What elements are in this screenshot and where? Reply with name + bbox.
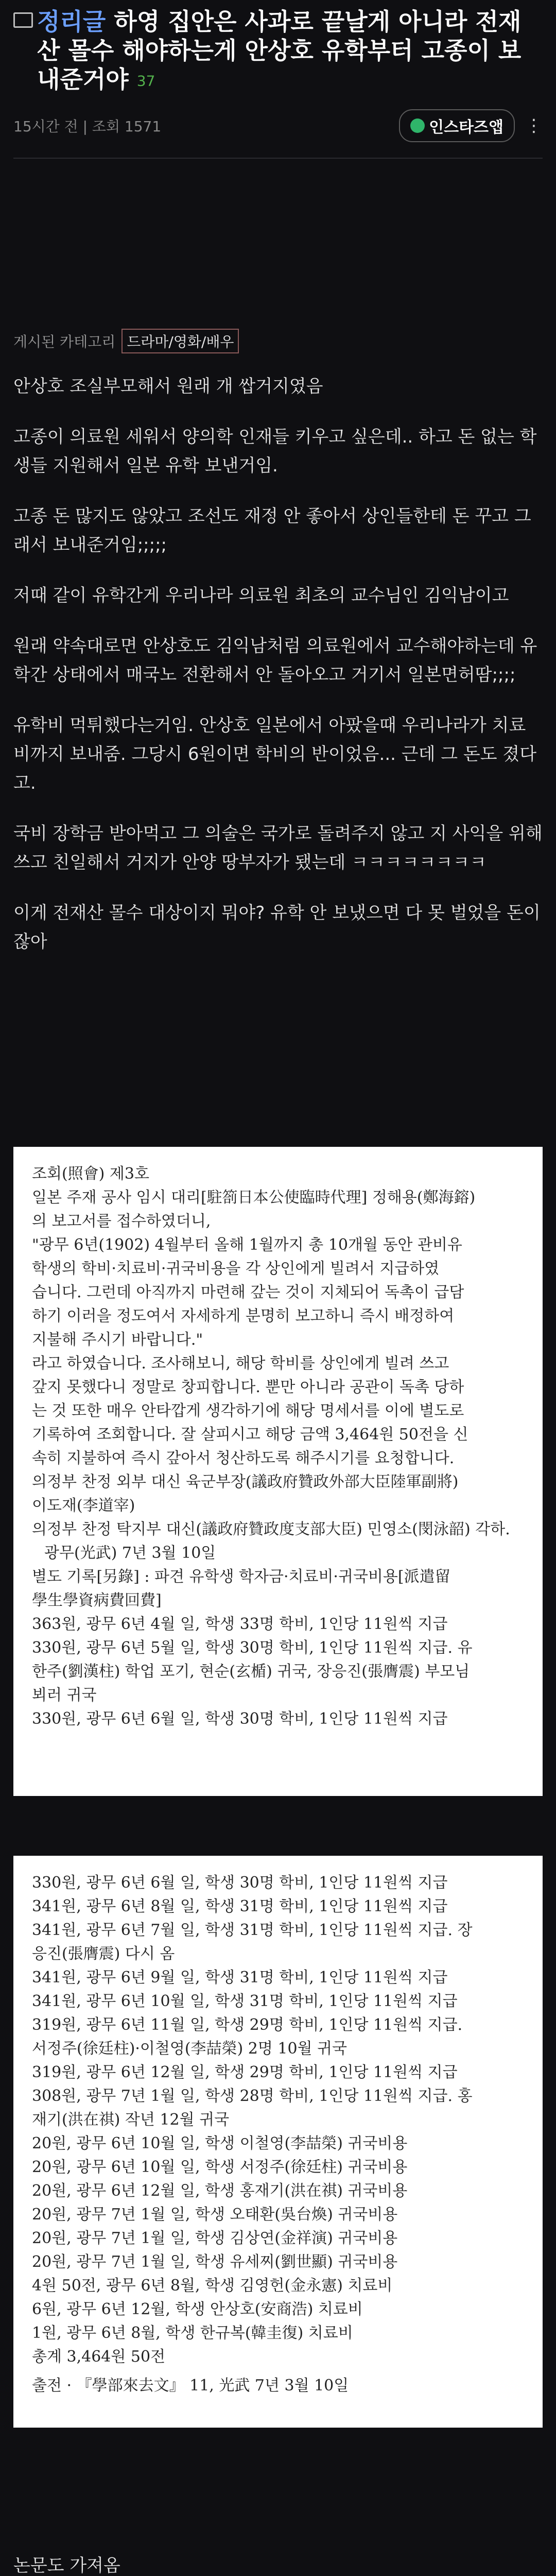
footer-text: 논문도 가져옴: [13, 2555, 120, 2576]
document-image-2: [13, 1856, 543, 2428]
doc-line: 별도 기록[另錄] : 파견 유학생 학자금·치료비·귀국비용[派遣留: [32, 1567, 450, 1586]
header-divider: [13, 158, 543, 159]
doc-line: 는 것 또한 매우 안타깝게 생각하기에 해당 명세서를 이에 별도로: [32, 1401, 464, 1420]
doc-line: 20원, 광무 7년 1월 일, 학생 김상연(金祥演) 귀국비용: [32, 2229, 398, 2247]
instagram-app-button[interactable]: [399, 109, 515, 142]
doc-line: 지불해 주시기 바랍니다.": [32, 1330, 203, 1349]
doc-line: 308원, 광무 7년 1월 일, 학생 28명 학비, 1인당 11원씩 지급. 홍: [32, 2087, 473, 2105]
doc-line: 이도재(李道宰): [32, 1496, 135, 1515]
doc-line: 341원, 광무 6년 9월 일, 학생 31명 학비, 1인당 11원씩 지급: [32, 1968, 448, 1987]
doc-line: 330원, 광무 6년 6월 일, 학생 30명 학비, 1인당 11원씩 지급: [32, 1873, 448, 1892]
paragraph: 이게 전재산 몰수 대상이지 뭐야? 유학 안 보냈으면 다 못 벌었을 돈이잖아: [13, 902, 541, 952]
doc-line: 일본 주재 공사 임시 대리[駐箚日本公使臨時代理] 정해용(鄭海鎔): [32, 1188, 476, 1207]
doc-line: 330원, 광무 6년 5월 일, 학생 30명 학비, 1인당 11원씩 지급. 유: [32, 1638, 473, 1657]
doc-line: 20원, 광무 7년 1월 일, 학생 유세찌(劉世顯) 귀국비용: [32, 2252, 398, 2271]
doc-line: 341원, 광무 6년 7월 일, 학생 31명 학비, 1인당 11원씩 지급. 장: [32, 1921, 473, 1939]
post-title-text: 하영 집안은 사과로 끝날게 아니라 전재산 몰수 해야하는게 안상호 유학부터 고종이 보내준거야: [37, 8, 522, 93]
doc-line: 습니다. 그런데 아직까지 마련해 갚는 것이 지체되어 독촉이 급담: [32, 1283, 464, 1301]
document-image-1: [13, 1147, 543, 1796]
paragraph: 고종 돈 많지도 않았고 조선도 재정 안 좋아서 상인들한테 돈 꾸고 그래서 보내준거임;;;;;: [13, 505, 531, 555]
post-body: [0, 372, 556, 956]
doc-line: 20원, 광무 6년 10월 일, 학생 서정주(徐廷柱) 귀국비용: [32, 2158, 408, 2176]
post-category[interactable]: 정리글: [37, 8, 106, 36]
doc-line: 갚지 못했다니 정말로 창피합니다. 뿐만 아니라 공관이 독촉 당하: [32, 1378, 464, 1396]
doc-line: 20원, 광무 6년 10월 일, 학생 이철영(李喆榮) 귀국비용: [32, 2134, 408, 2153]
board-category-label: 게시된 카테고리: [13, 333, 116, 350]
instagram-app-label: 인스타즈앱: [429, 118, 503, 137]
doc-line: 한주(劉漢柱) 학업 포기, 현순(玄楯) 귀국, 장응진(張膺震) 부모님: [32, 1662, 470, 1681]
image-icon: [13, 12, 33, 28]
paragraph: 안상호 조실부모해서 원래 개 쌉거지였음: [13, 376, 323, 397]
paragraph: 원래 약속대로면 안상호도 김익남처럼 의료원에서 교수해야하는데 유학간 상태에서 매국노 전환해서 안 돌아오고 거기서 일본면허땀;;;;: [13, 635, 537, 685]
doc-line: 기록하여 조회합니다. 잘 살피시고 해당 금액 3,464원 50전을 신: [32, 1425, 468, 1444]
paragraph: 저때 같이 유학간게 우리나라 의료원 최초의 교수님인 김익남이고: [13, 585, 509, 606]
doc-line: 총계 3,464원 50전: [32, 2347, 166, 2366]
doc-line: 의정부 찬정 외부 대신 육군부장(議政府贊政外部大臣陸軍副將): [32, 1472, 459, 1491]
post-title: [37, 7, 543, 96]
more-icon[interactable]: ⋮: [525, 115, 543, 136]
post-meta: 15시간 전 | 조회 1571: [13, 117, 162, 135]
doc-line: 4원 50전, 광무 6년 8월, 학생 김영헌(金永憲) 치료비: [32, 2276, 393, 2295]
post-header: [0, 0, 556, 159]
instiz-app-icon: [410, 118, 425, 133]
doc-line: 서정주(徐廷柱)·이철영(李喆榮) 2명 10월 귀국: [32, 2039, 348, 2058]
comment-count[interactable]: 37: [136, 72, 155, 90]
doc-line: 조회(照會) 제3호: [32, 1164, 149, 1183]
doc-line: 의정부 찬정 탁지부 대신(議政府贊政度支部大臣) 민영소(閔泳韶) 각하.: [32, 1520, 510, 1538]
doc-line: 라고 하였습니다. 조사해보니, 해당 학비를 상인에게 빌려 쓰고: [32, 1354, 449, 1372]
doc-line: 응진(張膺震) 다시 옴: [32, 1944, 175, 1963]
doc-line: 319원, 광무 6년 12월 일, 학생 29명 학비, 1인당 11원씩 지급: [32, 2063, 458, 2081]
paragraph: 국비 장학금 받아먹고 그 의술은 국가로 돌려주지 않고 지 사익을 위해 쓰고 친일해서 거지가 안양 땅부자가 됐는데 ㅋㅋㅋㅋㅋㅋㅋㅋ: [13, 823, 543, 873]
doc-line: 광무(光武) 7년 3월 10일: [44, 1544, 216, 1562]
doc-line: 20원, 광무 7년 1월 일, 학생 오태환(吳台煥) 귀국비용: [32, 2205, 398, 2224]
doc-line: 341원, 광무 6년 8월 일, 학생 31명 학비, 1인당 11원씩 지급: [32, 1897, 448, 1916]
board-category: [13, 329, 543, 353]
doc-line: 하기 이러을 정도여서 자세하게 분명히 보고하니 즉시 배정하여: [32, 1307, 455, 1325]
doc-line: 의 보고서를 접수하였더니,: [32, 1212, 211, 1230]
doc-line: 學生學資病費回費]: [32, 1591, 162, 1609]
doc-line: 330원, 광무 6년 6월 일, 학생 30명 학비, 1인당 11원씩 지급: [32, 1709, 448, 1728]
board-category-badge[interactable]: 드라마/영화/배우: [121, 329, 239, 353]
doc-line: 319원, 광무 6년 11월 일, 학생 29명 학비, 1인당 11원씩 지급.: [32, 2015, 463, 2034]
doc-line: 1원, 광무 6년 8월, 학생 한규복(韓圭復) 치료비: [32, 2324, 353, 2342]
paragraph: 고종이 의료원 세워서 양의학 인재들 키우고 싶은데.. 하고 돈 없는 학생들 지원해서 일본 유학 보낸거임.: [13, 426, 537, 476]
doc-line: 뵈러 귀국: [32, 1686, 97, 1704]
paragraph: 유학비 먹튀했다는거임. 안상호 일본에서 아팠을때 우리나라가 치료비까지 보내줌. 그당시 6원이면 학비의 반이었음... 근데 그 돈도 졌다고.: [13, 715, 537, 793]
doc-line: 출전 · 『學部來去文』 11, 光武 7년 3월 10일: [32, 2376, 349, 2395]
doc-line: 학생의 학비·치료비·귀국비용을 각 상인에게 빌려서 지급하였: [32, 1259, 440, 1278]
doc-line: "광무 6년(1902) 4월부터 올해 1월까지 총 10개월 동안 관비유: [32, 1235, 462, 1254]
doc-line: 341원, 광무 6년 10월 일, 학생 31명 학비, 1인당 11원씩 지급: [32, 1992, 458, 2010]
doc-line: 363원, 광무 6년 4월 일, 학생 33명 학비, 1인당 11원씩 지급: [32, 1615, 448, 1633]
doc-line: 6원, 광무 6년 12월, 학생 안상호(安商浩) 치료비: [32, 2300, 363, 2318]
doc-line: 20원, 광무 6년 12월 일, 학생 홍재기(洪在祺) 귀국비용: [32, 2181, 408, 2200]
doc-line: 속히 지불하여 즉시 갚아서 청산하도록 해주시기를 요청합니다.: [32, 1449, 455, 1467]
doc-line: 재기(洪在祺) 작년 12월 귀국: [32, 2110, 230, 2129]
